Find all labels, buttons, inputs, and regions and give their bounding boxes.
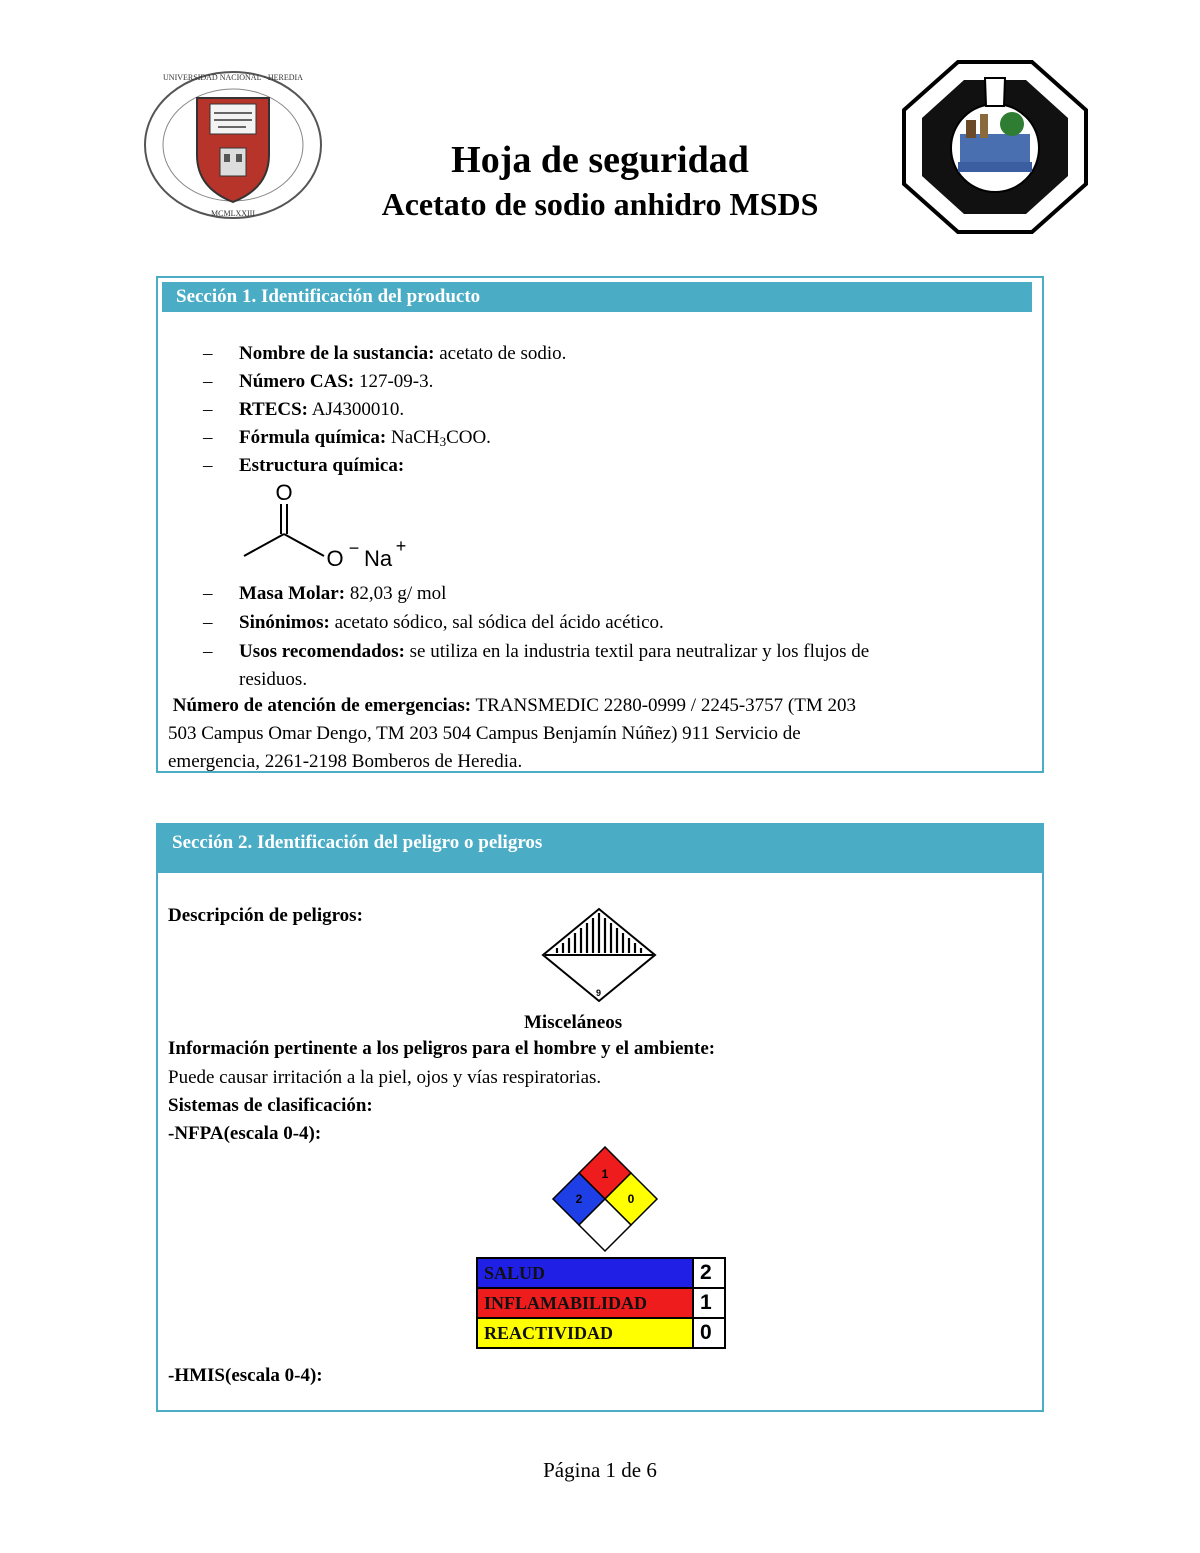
item-value: NaCH [386,427,440,448]
rating-name: INFLAMABILIDAD [477,1288,693,1318]
university-seal-logo [142,70,324,220]
table-row [477,1258,725,1288]
nfpa-health: 2 [575,1192,583,1206]
classification-systems-label: Sistemas de clasificación: [168,1095,373,1116]
nfpa-rating-table [476,1257,726,1349]
item-value: se utiliza en la industria textil para neutralizar y los flujos de [404,641,870,662]
hazard-info-text: Puede causar irritación a la piel, ojos y vías respiratorias. [168,1067,602,1088]
hazard-info-label: Información pertinente a los peligros para el hombre y el ambiente: [168,1038,716,1059]
table-row [477,1288,725,1318]
charge-minus: − [348,538,360,558]
emergency-line: emergencia, 2261-2198 Bomberos de Heredia. [168,751,523,772]
item-value: 82,03 g/ mol [345,583,447,604]
item-value-continuation: residuos. [239,669,308,690]
rating-name: REACTIVIDAD [477,1318,693,1348]
chemical-structure-diagram [236,478,416,578]
rating-value: 0 [693,1318,725,1348]
item-label: RTECS: [239,399,309,420]
charge-plus: + [395,536,407,556]
item-label: Masa Molar: [239,583,346,604]
nfpa-flammability: 1 [601,1167,609,1181]
hazard-caption: Misceláneos [524,1012,623,1033]
section-1-heading: Sección 1. Identificación del producto [162,282,1032,312]
hmis-label: -HMIS(escala 0-4): [168,1365,323,1386]
hazard-description-label: Descripción de peligros: [168,905,363,926]
section-1-product-identification: Sección 1. Identificación del producto – Nombre de la sustancia: acetato de sodio. – Número CAS: 127-09-3. – RTECS: AJ4300010. – Fórmula química: NaCH$_3$COO. – Estructura química: O O − Na + – Masa Molar: 82,03 g/ mol – Sinónimos: acetato sódico, sal sódica del ácido acético. – Usos recomendados: se utiliza en la industria textil para neutralizar y los flujos de residuos. Número de atención de emergencias: TRANSMEDIC 2280-0999 / 2245-3757 (TM 203 503 Campus Omar Dengo, TM 203 504 Campus Benjamín Núñez) 911 Servicio de emergencia, 2261-2198 Bomberos de Heredia. [156,276,1044,773]
class-9-miscellaneous-hazard-icon [539,907,659,1003]
section-2-heading: Sección 2. Identificación del peligro o peligros [158,825,1042,873]
item-value: COO. [446,427,491,448]
emergency-label: Número de atención de emergencias: [172,695,472,716]
document-title: Hoja de seguridad [451,139,749,181]
sodium-label: Na [363,546,393,571]
nfpa-label: -NFPA(escala 0-4): [168,1123,322,1144]
item-value: acetato de sodio. [434,343,567,364]
section-2-hazard-identification [156,823,1044,1412]
rating-name: SALUD [477,1258,693,1288]
item-label: Número CAS: [239,371,355,392]
svg-text:UNIVERSIDAD NACIONAL · HEREDIA: UNIVERSIDAD NACIONAL · HEREDIA [163,73,303,82]
hazard-class-number: 9 [596,988,602,998]
item-label: Estructura química: [239,455,405,476]
rating-value: 2 [693,1258,725,1288]
item-label: Sinónimos: [239,612,330,633]
item-value: AJ4300010. [308,399,405,420]
emergency-contact [168,692,1038,776]
item-value-subscript: 3 [439,434,447,449]
item-label: Fórmula química: [239,427,387,448]
oxygen-label: O [275,480,293,505]
item-label: Nombre de la sustancia: [239,343,435,364]
oxygen-label: O [326,546,344,571]
chemistry-school-logo [900,58,1090,236]
svg-text:MCMLXXIII: MCMLXXIII [211,209,255,218]
rating-value: 1 [693,1288,725,1318]
item-value: acetato sódico, sal sódica del ácido acético. [329,612,664,633]
item-label: Usos recomendados: [239,641,405,662]
document-subtitle: Acetato de sodio anhidro MSDS [381,186,819,222]
emergency-line: 503 Campus Omar Dengo, TM 203 504 Campus Benjamín Núñez) 911 Servicio de [168,723,801,744]
page-number: Página 1 de 6 [543,1458,657,1482]
table-row [477,1318,725,1348]
nfpa-diamond-icon [550,1145,660,1255]
item-value: 127-09-3. [354,371,434,392]
nfpa-reactivity: 0 [627,1192,635,1206]
emergency-line: TRANSMEDIC 2280-0999 / 2245-3757 (TM 203 [471,695,856,716]
